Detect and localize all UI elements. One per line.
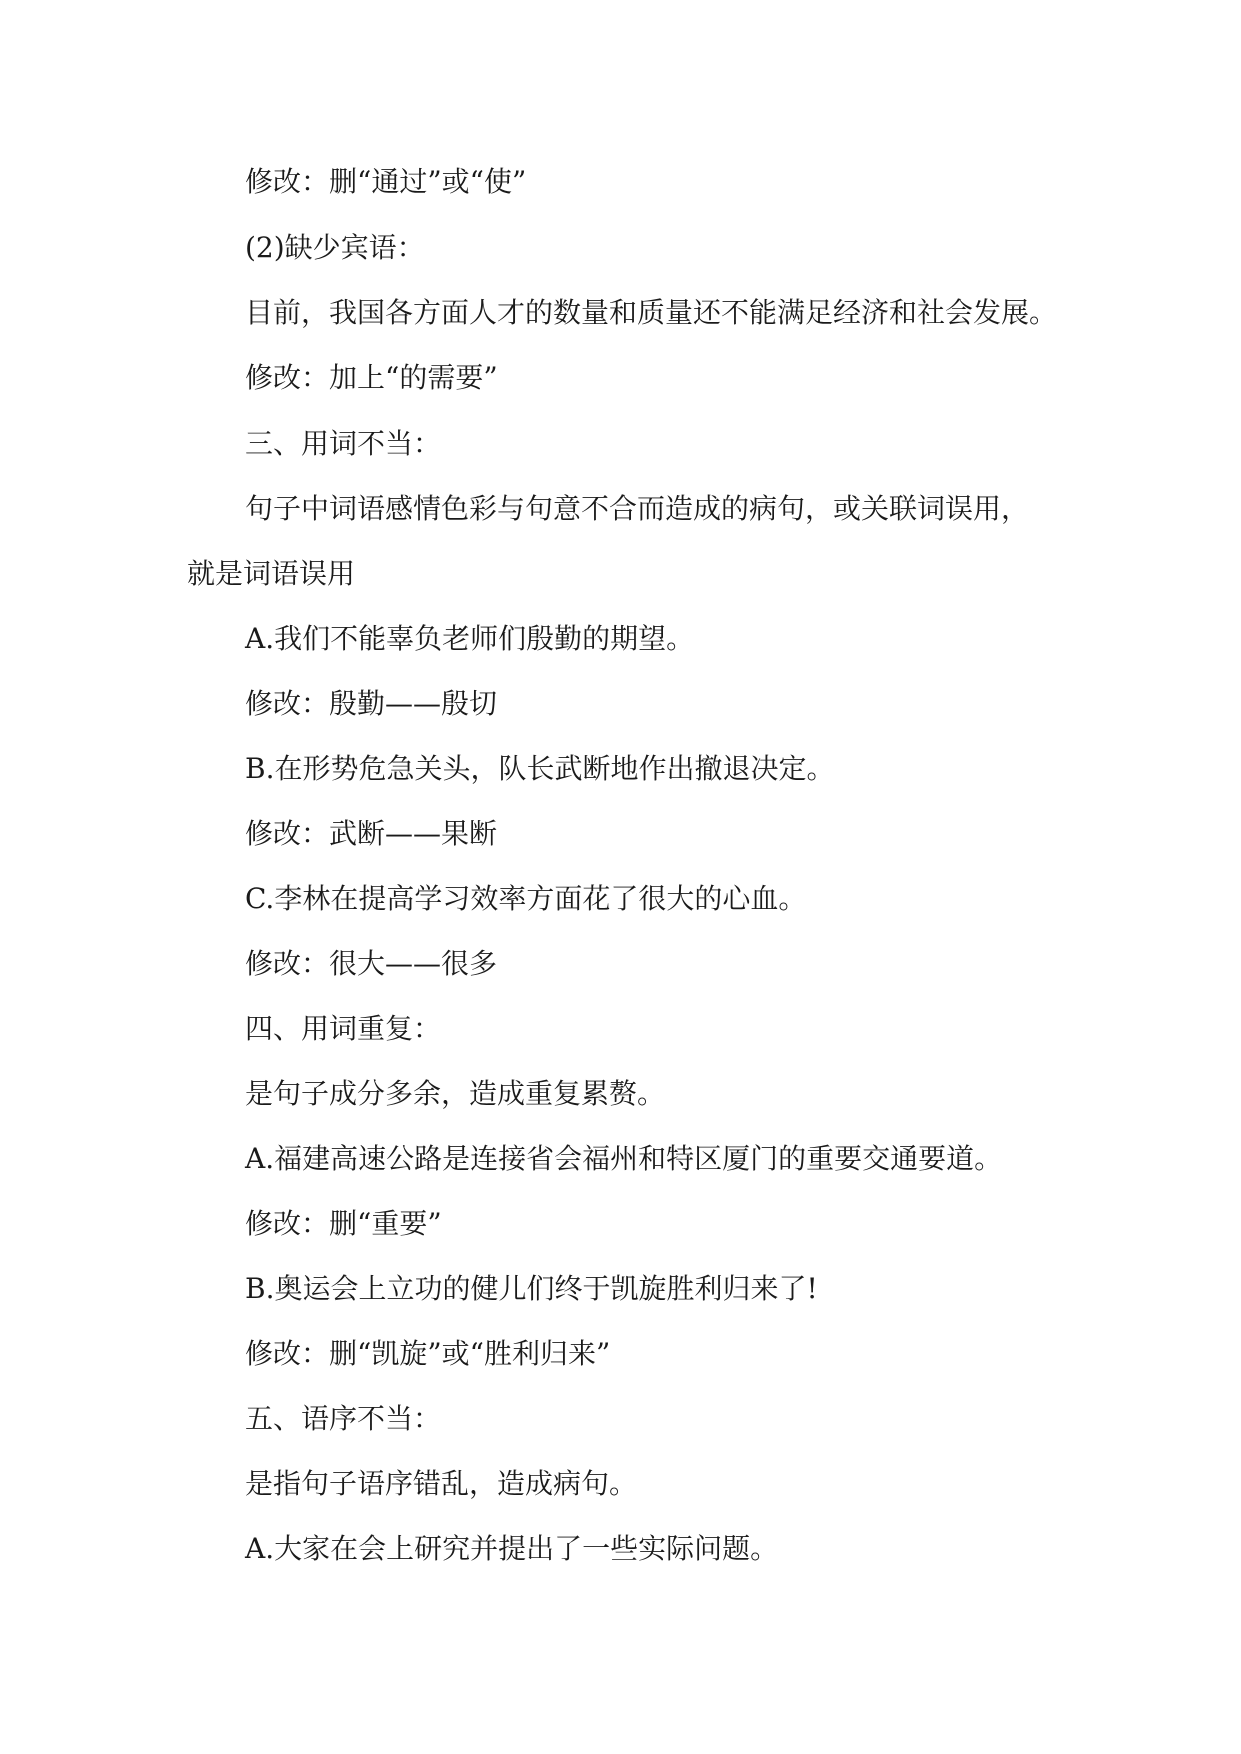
example-line: A.福建高速公路是连接省会福州和特区厦门的重要交通要道。 <box>245 1142 1003 1175</box>
text-line: 句子中词语感情色彩与句意不合而造成的病句，或关联词误用， <box>245 492 1030 525</box>
text-line: 就是词语误用 <box>187 557 356 590</box>
text-line: 修改：武断——果断 <box>245 817 498 850</box>
text-line: (2)缺少宾语： <box>245 231 425 264</box>
example-line: C.李林在提高学习效率方面花了很大的心血。 <box>245 882 807 915</box>
example-line: A.我们不能辜负老师们殷勤的期望。 <box>245 622 695 655</box>
section-heading: 四、用词重复： <box>245 1012 442 1045</box>
text-line: 目前，我国各方面人才的数量和质量还不能满足经济和社会发展。 <box>245 296 1058 329</box>
section-heading: 三、用词不当： <box>245 427 442 460</box>
text-line: 修改：很大——很多 <box>245 947 498 980</box>
text-line: 修改：删“凯旋”或“胜利归来” <box>245 1337 611 1370</box>
text-line: 修改：删“重要” <box>245 1207 442 1240</box>
text-line: 修改：加上“的需要” <box>245 361 498 394</box>
section-heading: 五、语序不当： <box>245 1402 442 1435</box>
text-line: 是句子成分多余，造成重复累赘。 <box>245 1077 666 1110</box>
example-line: A.大家在会上研究并提出了一些实际问题。 <box>245 1532 779 1565</box>
text-line: 修改：殷勤——殷切 <box>245 687 498 720</box>
example-line: B.奥运会上立功的健儿们终于凯旋胜利归来了! <box>245 1272 818 1305</box>
example-line: B.在形势危急关头，队长武断地作出撤退决定。 <box>245 752 835 785</box>
text-line: 修改：删“通过”或“使” <box>245 165 527 198</box>
text-line: 是指句子语序错乱，造成病句。 <box>245 1467 638 1500</box>
